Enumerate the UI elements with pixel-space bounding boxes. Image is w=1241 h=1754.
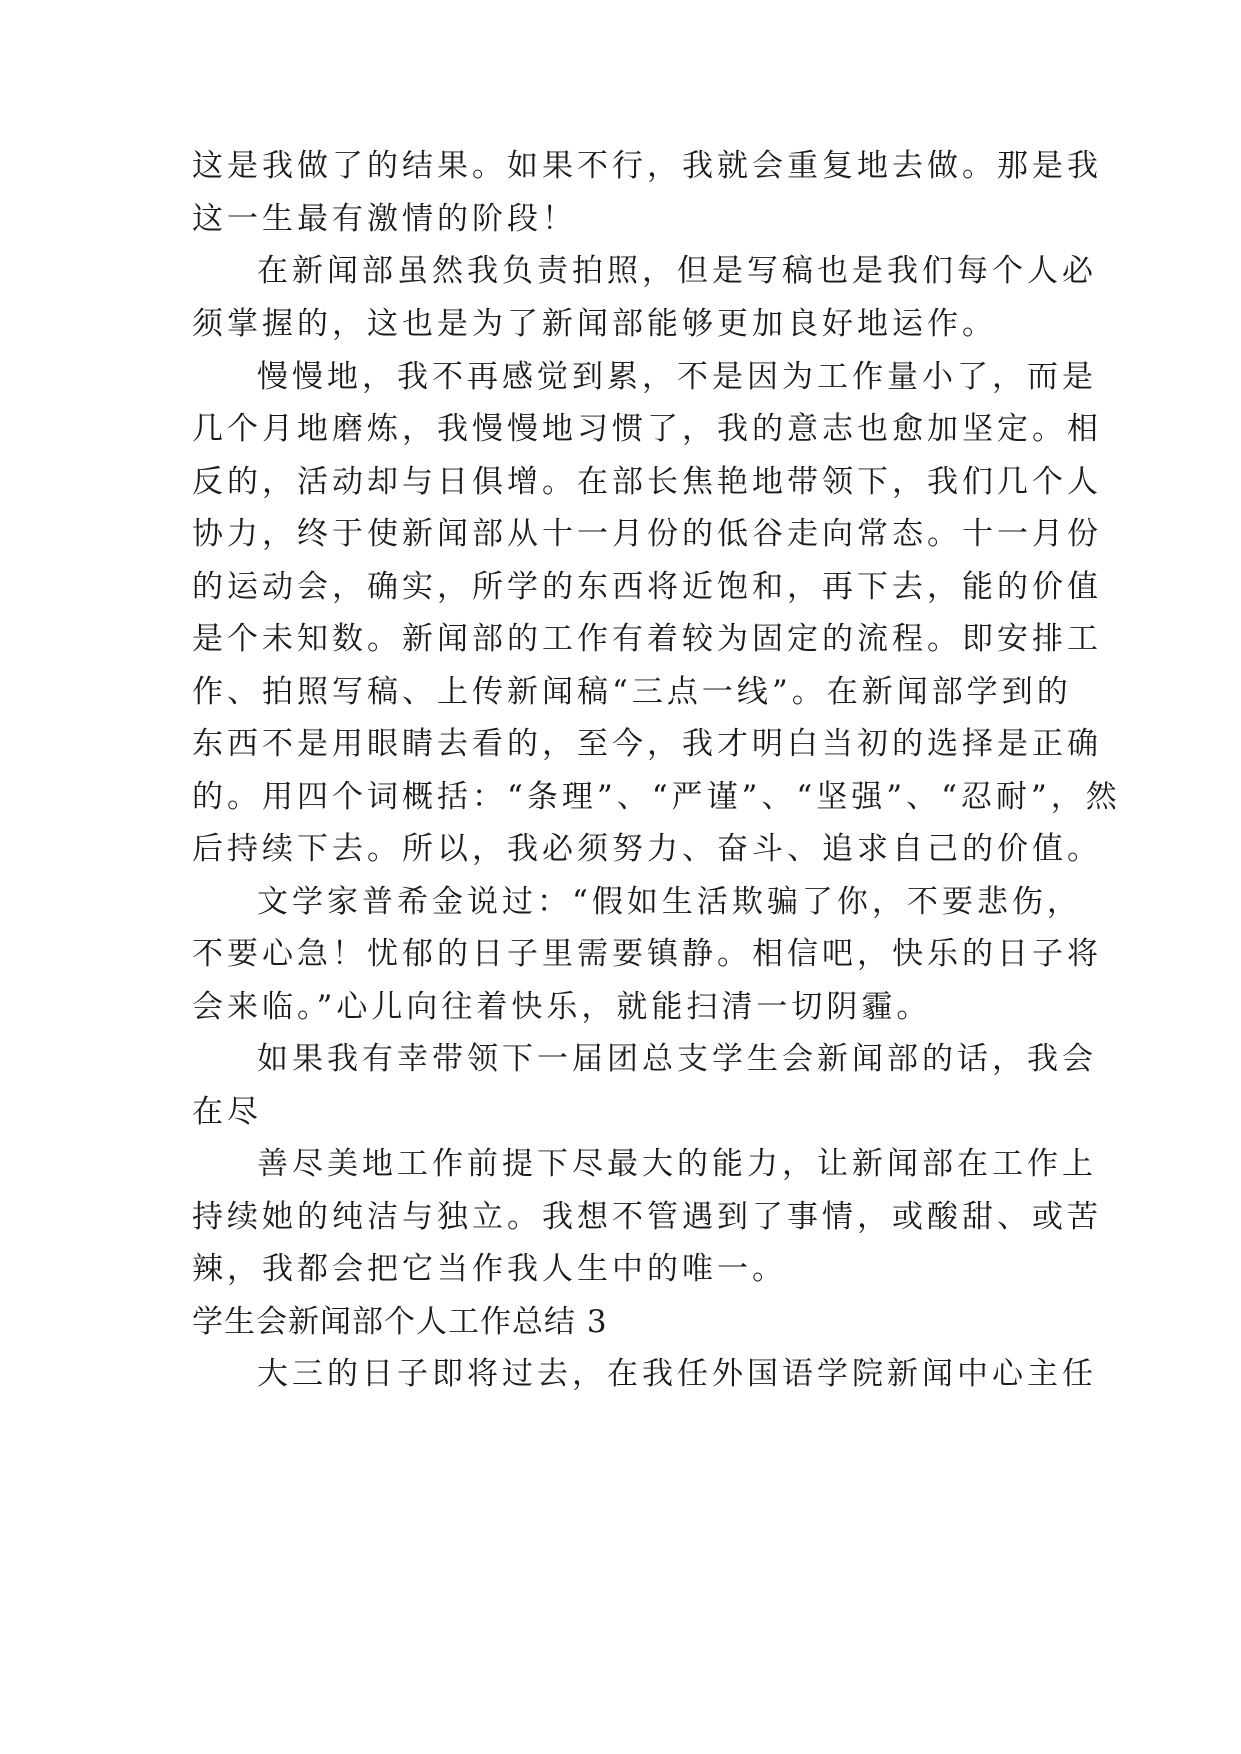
text-line-22: 辣，我都会把它当作我人生中的唯一。 [192, 1251, 787, 1287]
paragraph-start-line: 如果我有幸带领下一届团总支学生会新闻部的话，我会 [257, 1041, 1097, 1077]
text-line-21: 持续她的纯洁与独立。我想不管遇到了事情，或酸甜、或苦 [192, 1199, 1102, 1235]
text-line-17: 会来临。”心儿向往着快乐，就能扫清一切阴霾。 [192, 989, 932, 1025]
section-heading: 学生会新闻部个人工作总结 3 [192, 1304, 608, 1340]
paragraph-start-line: 在新闻部虽然我负责拍照，但是写稿也是我们每个人必 [257, 253, 1097, 289]
text-line-11: 作、拍照写稿、上传新闻稿“三点一线”。在新闻部学到的 [192, 674, 1072, 710]
paragraph-start-line: 善尽美地工作前提下尽最大的能力，让新闻部在工作上 [257, 1146, 1097, 1182]
paragraph-start-line: 文学家普希金说过：“假如生活欺骗了你，不要悲伤， [257, 884, 1082, 920]
text-line-16: 不要心急！忧郁的日子里需要镇静。相信吧，快乐的日子将 [192, 936, 1102, 972]
text-line-4: 须掌握的，这也是为了新闻部能够更加良好地运作。 [192, 306, 997, 342]
text-line-1: 这是我做了的结果。如果不行，我就会重复地去做。那是我 [192, 148, 1102, 184]
text-line-8: 协力，终于使新闻部从十一月份的低谷走向常态。十一月份 [192, 516, 1102, 552]
text-line-12: 东西不是用眼睛去看的，至今，我才明白当初的选择是正确 [192, 726, 1102, 762]
text-line-14: 后持续下去。所以，我必须努力、奋斗、追求自己的价值。 [192, 831, 1102, 867]
text-line-6: 几个月地磨炼，我慢慢地习惯了，我的意志也愈加坚定。相 [192, 411, 1102, 447]
paragraph-start-line: 大三的日子即将过去，在我任外国语学院新闻中心主任 [257, 1356, 1097, 1392]
text-line-19: 在尽 [192, 1094, 262, 1130]
text-line-9: 的运动会，确实，所学的东西将近饱和，再下去，能的价值 [192, 569, 1102, 605]
text-line-13: 的。用四个词概括：“条理”、“严谨”、“坚强”、“忍耐”，然 [192, 779, 1121, 815]
paragraph-start-line: 慢慢地，我不再感觉到累，不是因为工作量小了，而是 [257, 359, 1097, 395]
text-line-2: 这一生最有激情的阶段！ [192, 201, 577, 237]
text-line-10: 是个未知数。新闻部的工作有着较为固定的流程。即安排工 [192, 621, 1102, 657]
text-line-7: 反的，活动却与日俱增。在部长焦艳地带领下，我们几个人 [192, 464, 1102, 500]
